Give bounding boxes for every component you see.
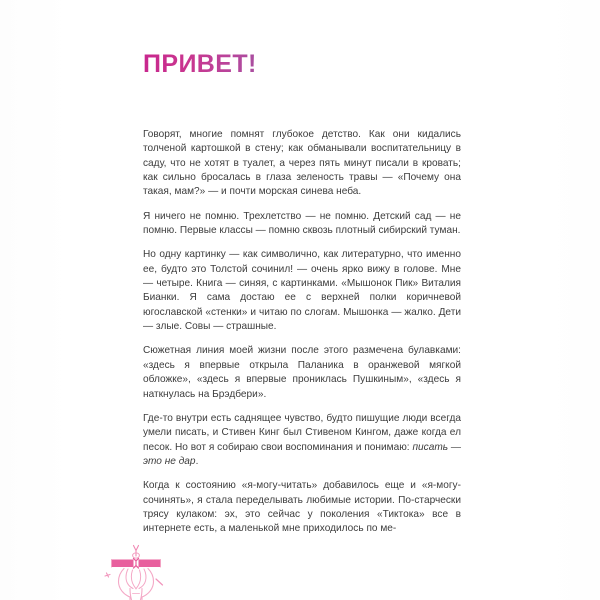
page-title: ПРИВЕТ! — [143, 50, 257, 78]
page-gutter-shading — [0, 0, 100, 600]
paragraph: Когда к состоянию «я-могу-читать» добавилось еще и «я-могу-сочинять», я стала переделывать любимые истории. По-старчески трясу кулаком: эх, это сейчас у поколения «Тиктока» все в интернете есть, а маленькой мне приходилось по ме- — [143, 480, 461, 535]
paragraph: Я ничего не помню. Трехлетство — не помню. Детский сад — не помню. Первые классы — помню сквозь плотный сибирский туман. — [143, 210, 461, 237]
paragraph: Говорят, многие помнят глубокое детство. Как они кидались толченой картошкой в стену; как обманывали воспитательницу в саду, что не хотят в туалет, а через пять минут писали в кровать; как сильно бросалась в глаза зеленость травы — «Почему она такая, мам?» — и почти морская синева неба. — [143, 129, 461, 198]
page-edge-shading — [528, 0, 600, 600]
page-content-column — [143, 0, 461, 600]
emphasized-phrase: писать — это не дар — [143, 441, 461, 467]
body-text-block — [143, 128, 461, 537]
paragraph: Но одну картинку — как символично, как литературно, что именно ее, будто это Толстой сочинил! — очень ярко вижу в голове. Мне — четыре. Книга — синяя, с картинками. «Мышонок Пик» Виталия Бианки. Я сама достаю ее с верхней полки коричневой югославской «стенки» и читаю по слогам. Мышонка — жалко. Дети — злые. Совы — страшные. — [143, 249, 461, 333]
paragraph-lead-text: Где-то внутри есть саднящее чувство, будто пишущие люди всегда умели писать, и Стивен Кинг был Стивеном Кингом, даже когда ел песок. Но вот я собираю свои воспоминания и понимаю: — [143, 412, 461, 453]
paragraph: Сюжетная линия моей жизни после этого размечена булавками: «здесь я впервые открыла Паланика в оранжевой мягкой обложке», «здесь я впервые прониклась Пушкиным», «здесь я наткнулась на Брэдбери». — [143, 345, 461, 400]
paragraph — [143, 412, 461, 469]
paragraph-tail-text: . — [195, 455, 199, 467]
